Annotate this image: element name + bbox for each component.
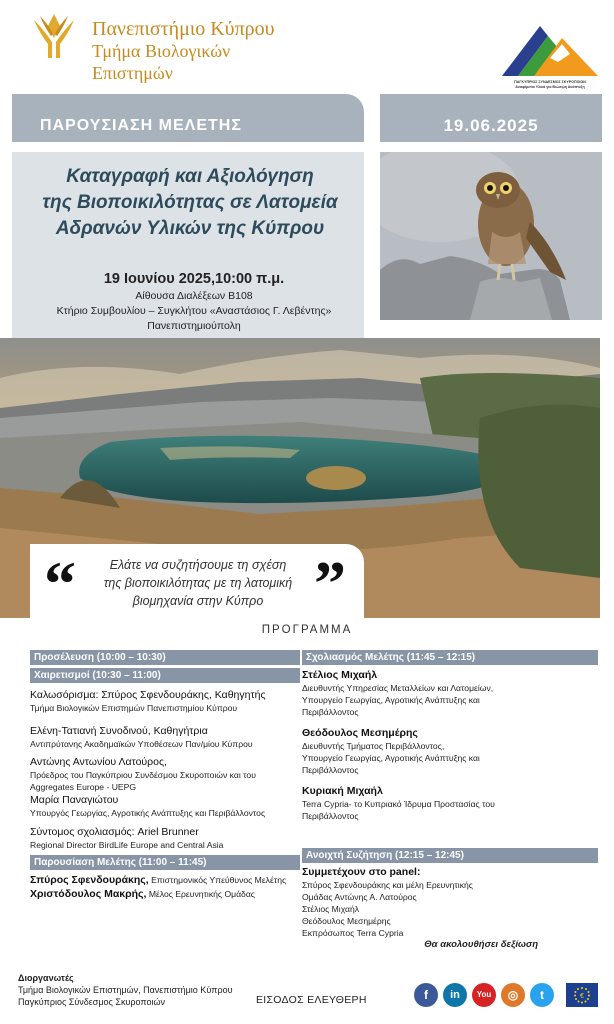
commenter2-name: Θεόδουλος Μεσημέρης (302, 727, 418, 739)
commenter2-role-line2: Υπουργείο Γεωργίας, Αγροτικής Ανάπτυξης και (302, 753, 480, 763)
speaker5-name: Σύντομος σχολιασμός: Ariel Brunner (30, 826, 199, 838)
presenter2-name: Χριστόδουλος Μακρής, (30, 888, 147, 900)
speaker3-name: Αντώνης Αντωνίου Λατούρος, (30, 756, 167, 768)
presenter2 (30, 887, 300, 901)
venue-campus: Πανεπιστημιούπολη (147, 320, 241, 332)
discussion-bar: Ανοιχτή Συζήτηση (12:15 – 12:45) (302, 848, 598, 863)
quote-line2: της βιοποικιλότητας με τη λατομική (103, 576, 293, 590)
title-line2: της Βιοποικιλότητας σε Λατομεία (42, 192, 338, 213)
panel-member2: Ομάδας Αντώνης Α. Λατούρος (302, 892, 417, 902)
quote-line1: Ελάτε να συζητήσουμε τη σχέση (109, 558, 287, 572)
speaker2-name: Ελένη-Τατιανή Συνοδινού, Καθηγήτρια (30, 725, 208, 737)
speaker4-role: Υπουργός Γεωργίας, Αγροτικής Ανάπτυξης και Περιβάλλοντος (30, 808, 266, 818)
comments-bar: Σχολιασμός Μελέτης (11:45 – 12:15) (302, 650, 598, 665)
arrival-bar: Προσέλευση (10:00 – 10:30) (30, 650, 300, 665)
greetings-bar: Χαιρετισμοί (10:30 – 11:00) (30, 668, 300, 683)
program-left-column (30, 650, 300, 901)
university-name (92, 18, 275, 84)
twitter-icon[interactable]: t (530, 983, 554, 1007)
department-line1: Τμήμα Βιολογικών (92, 41, 231, 61)
commenter1-role-line1: Διευθυντής Υπηρεσίας Μεταλλείων και Λατομείων, (302, 683, 494, 693)
quote-line3: βιομηχανία στην Κύπρο (132, 594, 264, 608)
eu-flag-icon (566, 983, 598, 1007)
partner-logo (500, 18, 600, 80)
panel-member3: Στέλιος Μιχαήλ (302, 904, 360, 914)
commenter1-role-line2: Υπουργείο Γεωργίας, Αγροτικής Ανάπτυξης και (302, 695, 480, 705)
commenter3-role-line1: Terra Cypria- το Κυπριακό Ίδρυμα Προστασίας του (302, 799, 495, 809)
date-banner: 19.06.2025 (380, 94, 602, 142)
commenter1-role-line3: Περιβάλλοντος (302, 707, 359, 717)
speaker2-role: Αντιπρύτανης Ακαδημαϊκών Υποθέσεων Παν/μίου Κύπρου (30, 739, 253, 749)
department-line2: Επιστημών (92, 63, 173, 83)
welcome-speaker: Καλωσόρισμα: Σπύρος Σφενδουράκης, Καθηγητής (30, 689, 266, 701)
organizer1: Τμήμα Βιολογικών Επιστημών, Πανεπιστήμιο Κύπρου (18, 985, 233, 995)
commenter3-role-line2: Περιβάλλοντος (302, 811, 359, 821)
program-right-column (302, 650, 598, 951)
event-datetime: 19 Ιουνίου 2025,10:00 π.μ. (103, 271, 285, 287)
panel-heading: Συμμετέχουν στο panel: (302, 866, 421, 878)
university-line1: Πανεπιστήμιο Κύπρου (92, 18, 275, 40)
event-details (34, 270, 354, 334)
welcome-speaker-role: Τμήμα Βιολογικών Επιστημών Πανεπιστημίου Κύπρου (30, 703, 238, 713)
speaker5-role: Regional Director BirdLife Europe and Central Asia (30, 840, 224, 850)
title-line1: Καταγραφή και Αξιολόγηση (66, 166, 314, 187)
youtube-icon[interactable]: You (472, 983, 496, 1007)
free-entry: ΕΙΣΟΔΟΣ ΕΛΕΥΘΕΡΗ (256, 994, 367, 1006)
partner-caption-line2: Αναφέρεται Υλικά για Βιώσιμη Ανάπτυξη (515, 85, 585, 89)
quote-text (88, 556, 308, 610)
presenter1-role: Επιστημονικός Υπεύθυνος Μελέτης (148, 875, 287, 885)
presenter1 (30, 873, 300, 887)
commenter3-name: Κυριακή Μιχαήλ (302, 785, 383, 797)
reception-note: Θα ακολουθήσει δεξίωση (424, 939, 538, 950)
speaker3-role-line1: Πρόεδρος του Παγκύπριου Συνδέσμου Σκυροποιών και του (30, 770, 256, 780)
speaker3-role-line2: Aggregates Europe - UEPG (30, 782, 137, 792)
panel-member4: Θεόδουλος Μεσημέρης (302, 916, 391, 926)
owl-photo (380, 152, 602, 320)
partner-caption-line1: ΠΑΓΚΥΠΡΙΟΣ ΣΥΝΔΕΣΜΟΣ ΣΚΥΡΟΠΟΙΩΝ (514, 80, 586, 84)
university-logo (30, 12, 78, 62)
venue-room: Αίθουσα Διαλέξεων Β108 (135, 290, 253, 302)
facebook-icon[interactable]: f (414, 983, 438, 1007)
presentation-banner: ΠΑΡΟΥΣΙΑΣΗ ΜΕΛΕΤΗΣ (12, 94, 364, 142)
organizer2: Παγκύπριος Σύνδεσμος Σκυροποιών (18, 997, 165, 1007)
presenter1-name: Σπύρος Σφενδουράκης, (30, 874, 149, 886)
presenter2-role: Μέλος Ερευνητικής Ομάδας (146, 889, 255, 899)
presentation-bar: Παρουσίαση Μελέτης (11:00 – 11:45) (30, 855, 300, 870)
organizers (18, 972, 233, 1008)
title-line3: Αδρανών Υλικών της Κύπρου (55, 218, 325, 239)
open-quote-icon: “ (44, 548, 76, 619)
eu-symbol: € (580, 993, 584, 1000)
instagram-icon[interactable]: ◎ (501, 983, 525, 1007)
commenter2-role-line1: Διευθυντής Τμήματος Περιβάλλοντος, (302, 741, 445, 751)
panel-member5: Εκπρόσωπος Terra Cypria (302, 928, 404, 938)
speaker4-name: Μαρία Παναγιώτου (30, 794, 119, 806)
commenter2-role-line3: Περιβάλλοντος (302, 765, 359, 775)
linkedin-icon[interactable]: in (443, 983, 467, 1007)
organizers-label: Διοργανωτές (18, 973, 74, 983)
event-title (30, 164, 350, 242)
program-heading: ΠΡΟΓΡΑΜΜΑ (261, 624, 353, 636)
panel-member1: Σπύρος Σφενδουράκης και μέλη Ερευνητικής (302, 880, 473, 890)
partner-caption (498, 80, 602, 90)
venue-building: Κτήριο Συμβουλίου – Συγκλήτου «Αναστάσιος Γ. Λεβέντης» (56, 305, 332, 317)
close-quote-icon: ” (314, 548, 346, 619)
commenter1-name: Στέλιος Μιχαήλ (302, 669, 378, 681)
